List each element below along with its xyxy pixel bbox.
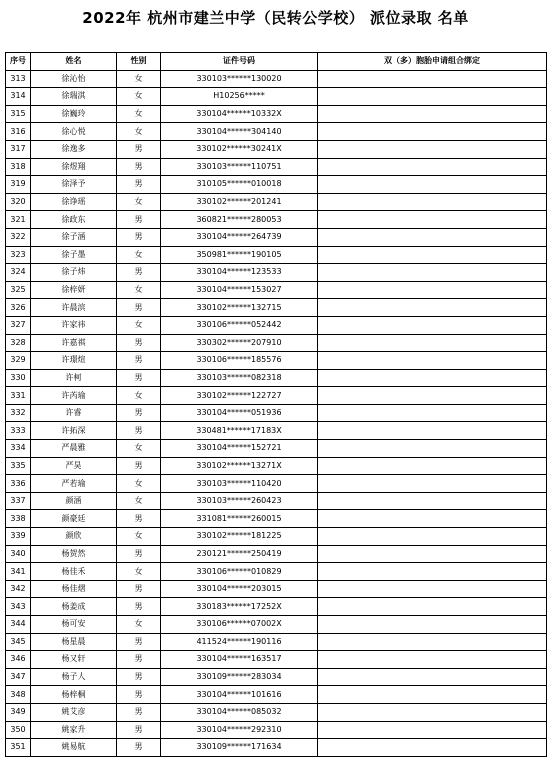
cell-gender: 女 bbox=[117, 440, 161, 458]
cell-name: 许晨滨 bbox=[31, 299, 117, 317]
cell-gender: 女 bbox=[117, 316, 161, 334]
cell-seq: 348 bbox=[6, 686, 31, 704]
cell-seq: 315 bbox=[6, 105, 31, 123]
cell-seq: 340 bbox=[6, 545, 31, 563]
cell-id-number: 330106******052442 bbox=[161, 316, 318, 334]
table-row bbox=[6, 70, 547, 88]
table-row bbox=[6, 88, 547, 106]
table-row bbox=[6, 440, 547, 458]
table-row bbox=[6, 668, 547, 686]
cell-name: 姚艾彦 bbox=[31, 703, 117, 721]
cell-name: 徐逸多 bbox=[31, 140, 117, 158]
cell-seq: 314 bbox=[6, 88, 31, 106]
cell-name: 杨姜成 bbox=[31, 598, 117, 616]
cell-twins-binding bbox=[318, 422, 547, 440]
cell-gender: 女 bbox=[117, 281, 161, 299]
cell-gender: 男 bbox=[117, 545, 161, 563]
cell-name: 严若瑜 bbox=[31, 475, 117, 493]
cell-name: 许柯 bbox=[31, 369, 117, 387]
cell-gender: 男 bbox=[117, 299, 161, 317]
cell-twins-binding bbox=[318, 228, 547, 246]
cell-id-number: 330102******181225 bbox=[161, 528, 318, 546]
table-row bbox=[6, 616, 547, 634]
table-row bbox=[6, 352, 547, 370]
table-row bbox=[6, 299, 547, 317]
cell-id-number: 330103******260423 bbox=[161, 492, 318, 510]
cell-seq: 317 bbox=[6, 140, 31, 158]
cell-gender: 女 bbox=[117, 246, 161, 264]
cell-gender: 女 bbox=[117, 492, 161, 510]
cell-twins-binding bbox=[318, 528, 547, 546]
cell-twins-binding bbox=[318, 70, 547, 88]
table-row bbox=[6, 739, 547, 757]
cell-gender: 男 bbox=[117, 176, 161, 194]
cell-name: 颜涵 bbox=[31, 492, 117, 510]
cell-id-number: 411524******190116 bbox=[161, 633, 318, 651]
cell-gender: 男 bbox=[117, 686, 161, 704]
cell-name: 杨子人 bbox=[31, 668, 117, 686]
cell-name: 杨可安 bbox=[31, 616, 117, 634]
cell-seq: 341 bbox=[6, 563, 31, 581]
cell-name: 许璟煊 bbox=[31, 352, 117, 370]
cell-gender: 男 bbox=[117, 369, 161, 387]
table-row bbox=[6, 633, 547, 651]
cell-id-number: 350981******190105 bbox=[161, 246, 318, 264]
cell-seq: 349 bbox=[6, 703, 31, 721]
cell-gender: 女 bbox=[117, 616, 161, 634]
cell-id-number: 330302******207910 bbox=[161, 334, 318, 352]
column-header-seq: 序号 bbox=[6, 53, 31, 71]
cell-id-number: 330106******07002X bbox=[161, 616, 318, 634]
table-row bbox=[6, 457, 547, 475]
cell-seq: 334 bbox=[6, 440, 31, 458]
cell-twins-binding bbox=[318, 316, 547, 334]
cell-twins-binding bbox=[318, 545, 547, 563]
table-row bbox=[6, 334, 547, 352]
cell-id-number: 330102******122727 bbox=[161, 387, 318, 405]
cell-gender: 女 bbox=[117, 70, 161, 88]
cell-seq: 316 bbox=[6, 123, 31, 141]
cell-gender: 男 bbox=[117, 668, 161, 686]
cell-twins-binding bbox=[318, 703, 547, 721]
cell-name: 颜豪廷 bbox=[31, 510, 117, 528]
table-row bbox=[6, 105, 547, 123]
table-row bbox=[6, 176, 547, 194]
cell-seq: 347 bbox=[6, 668, 31, 686]
table-row bbox=[6, 563, 547, 581]
cell-seq: 344 bbox=[6, 616, 31, 634]
cell-twins-binding bbox=[318, 246, 547, 264]
cell-id-number: 330104******101616 bbox=[161, 686, 318, 704]
table-row bbox=[6, 211, 547, 229]
cell-twins-binding bbox=[318, 281, 547, 299]
cell-gender: 男 bbox=[117, 633, 161, 651]
table-row bbox=[6, 545, 547, 563]
cell-name: 严昊 bbox=[31, 457, 117, 475]
cell-name: 姚家升 bbox=[31, 721, 117, 739]
cell-gender: 男 bbox=[117, 264, 161, 282]
table-row bbox=[6, 369, 547, 387]
cell-id-number: 330104******153027 bbox=[161, 281, 318, 299]
cell-gender: 女 bbox=[117, 88, 161, 106]
cell-seq: 331 bbox=[6, 387, 31, 405]
cell-name: 徐子炜 bbox=[31, 264, 117, 282]
cell-id-number: 330104******264739 bbox=[161, 228, 318, 246]
cell-name: 许家祎 bbox=[31, 316, 117, 334]
column-header-name: 姓名 bbox=[31, 53, 117, 71]
cell-seq: 327 bbox=[6, 316, 31, 334]
cell-seq: 337 bbox=[6, 492, 31, 510]
cell-gender: 男 bbox=[117, 352, 161, 370]
cell-twins-binding bbox=[318, 123, 547, 141]
table-row bbox=[6, 264, 547, 282]
cell-gender: 男 bbox=[117, 404, 161, 422]
cell-seq: 319 bbox=[6, 176, 31, 194]
cell-id-number: 330104******10332X bbox=[161, 105, 318, 123]
document-title: 2022年 杭州市建兰中学（民转公学校） 派位录取 名单 bbox=[82, 9, 469, 27]
cell-id-number: 330104******304140 bbox=[161, 123, 318, 141]
cell-id-number: 330103******082318 bbox=[161, 369, 318, 387]
cell-seq: 350 bbox=[6, 721, 31, 739]
cell-name: 徐瑞淇 bbox=[31, 88, 117, 106]
cell-twins-binding bbox=[318, 88, 547, 106]
cell-seq: 332 bbox=[6, 404, 31, 422]
cell-name: 姚易航 bbox=[31, 739, 117, 757]
cell-name: 许嘉祺 bbox=[31, 334, 117, 352]
cell-name: 杨贺然 bbox=[31, 545, 117, 563]
cell-gender: 男 bbox=[117, 140, 161, 158]
cell-twins-binding bbox=[318, 140, 547, 158]
cell-id-number: 330102******13271X bbox=[161, 457, 318, 475]
cell-name: 杨佳禾 bbox=[31, 563, 117, 581]
cell-seq: 346 bbox=[6, 651, 31, 669]
table-row bbox=[6, 686, 547, 704]
table-row bbox=[6, 281, 547, 299]
cell-seq: 330 bbox=[6, 369, 31, 387]
cell-id-number: 330102******30241X bbox=[161, 140, 318, 158]
cell-seq: 343 bbox=[6, 598, 31, 616]
cell-id-number: 330106******185576 bbox=[161, 352, 318, 370]
cell-seq: 342 bbox=[6, 580, 31, 598]
cell-gender: 男 bbox=[117, 158, 161, 176]
table-row bbox=[6, 492, 547, 510]
table-header-row bbox=[6, 53, 547, 71]
table-row bbox=[6, 510, 547, 528]
table-row bbox=[6, 721, 547, 739]
table-row bbox=[6, 703, 547, 721]
cell-id-number: 330104******203015 bbox=[161, 580, 318, 598]
cell-id-number: 330103******110420 bbox=[161, 475, 318, 493]
table-row bbox=[6, 404, 547, 422]
cell-seq: 313 bbox=[6, 70, 31, 88]
table-row bbox=[6, 475, 547, 493]
column-header-twins-binding: 双（多）胞胎申请组合绑定 bbox=[318, 53, 547, 71]
cell-twins-binding bbox=[318, 510, 547, 528]
cell-id-number: 330103******130020 bbox=[161, 70, 318, 88]
cell-name: 徐煜翔 bbox=[31, 158, 117, 176]
cell-id-number: 331081******260015 bbox=[161, 510, 318, 528]
cell-gender: 男 bbox=[117, 211, 161, 229]
table-row bbox=[6, 140, 547, 158]
cell-gender: 男 bbox=[117, 510, 161, 528]
cell-seq: 329 bbox=[6, 352, 31, 370]
cell-gender: 女 bbox=[117, 475, 161, 493]
cell-id-number: 360821******280053 bbox=[161, 211, 318, 229]
column-header-id-number: 证件号码 bbox=[161, 53, 318, 71]
cell-twins-binding bbox=[318, 563, 547, 581]
cell-name: 徐梓妍 bbox=[31, 281, 117, 299]
table-row bbox=[6, 228, 547, 246]
cell-id-number: 330103******110751 bbox=[161, 158, 318, 176]
cell-gender: 女 bbox=[117, 105, 161, 123]
table-row bbox=[6, 387, 547, 405]
cell-seq: 325 bbox=[6, 281, 31, 299]
cell-name: 徐政东 bbox=[31, 211, 117, 229]
cell-gender: 男 bbox=[117, 334, 161, 352]
cell-twins-binding bbox=[318, 158, 547, 176]
cell-seq: 322 bbox=[6, 228, 31, 246]
column-header-gender: 性别 bbox=[117, 53, 161, 71]
cell-seq: 326 bbox=[6, 299, 31, 317]
cell-twins-binding bbox=[318, 721, 547, 739]
cell-id-number: 330109******283034 bbox=[161, 668, 318, 686]
cell-name: 杨星晨 bbox=[31, 633, 117, 651]
cell-name: 颜欣 bbox=[31, 528, 117, 546]
cell-name: 徐泽予 bbox=[31, 176, 117, 194]
cell-twins-binding bbox=[318, 211, 547, 229]
cell-gender: 男 bbox=[117, 580, 161, 598]
cell-gender: 男 bbox=[117, 598, 161, 616]
table-row bbox=[6, 528, 547, 546]
cell-id-number: 330102******201241 bbox=[161, 193, 318, 211]
cell-seq: 318 bbox=[6, 158, 31, 176]
cell-name: 杨佳熠 bbox=[31, 580, 117, 598]
cell-twins-binding bbox=[318, 352, 547, 370]
table-row bbox=[6, 316, 547, 334]
cell-id-number: 330104******085032 bbox=[161, 703, 318, 721]
table-row bbox=[6, 123, 547, 141]
cell-seq: 339 bbox=[6, 528, 31, 546]
cell-seq: 321 bbox=[6, 211, 31, 229]
cell-gender: 男 bbox=[117, 721, 161, 739]
cell-seq: 335 bbox=[6, 457, 31, 475]
cell-twins-binding bbox=[318, 404, 547, 422]
cell-name: 徐巍玲 bbox=[31, 105, 117, 123]
cell-name: 许芮瑜 bbox=[31, 387, 117, 405]
cell-seq: 351 bbox=[6, 739, 31, 757]
cell-id-number: 330102******132715 bbox=[161, 299, 318, 317]
table-body bbox=[6, 70, 547, 756]
table-row bbox=[6, 158, 547, 176]
cell-twins-binding bbox=[318, 105, 547, 123]
cell-id-number: 330481******17183X bbox=[161, 422, 318, 440]
table-row bbox=[6, 422, 547, 440]
cell-gender: 女 bbox=[117, 563, 161, 581]
cell-id-number: 330104******292310 bbox=[161, 721, 318, 739]
cell-seq: 323 bbox=[6, 246, 31, 264]
cell-twins-binding bbox=[318, 739, 547, 757]
cell-id-number: H10256***** bbox=[161, 88, 318, 106]
table-row bbox=[6, 651, 547, 669]
cell-name: 徐心悦 bbox=[31, 123, 117, 141]
cell-twins-binding bbox=[318, 176, 547, 194]
cell-gender: 男 bbox=[117, 457, 161, 475]
cell-twins-binding bbox=[318, 616, 547, 634]
table-row bbox=[6, 598, 547, 616]
cell-gender: 男 bbox=[117, 422, 161, 440]
cell-id-number: 330104******051936 bbox=[161, 404, 318, 422]
cell-twins-binding bbox=[318, 264, 547, 282]
cell-gender: 男 bbox=[117, 651, 161, 669]
cell-name: 严晨雅 bbox=[31, 440, 117, 458]
admission-roster-table bbox=[5, 52, 547, 757]
cell-name: 徐沁怡 bbox=[31, 70, 117, 88]
cell-twins-binding bbox=[318, 387, 547, 405]
cell-name: 徐诤瑶 bbox=[31, 193, 117, 211]
cell-seq: 320 bbox=[6, 193, 31, 211]
cell-id-number: 310105******010018 bbox=[161, 176, 318, 194]
cell-id-number: 230121******250419 bbox=[161, 545, 318, 563]
cell-twins-binding bbox=[318, 440, 547, 458]
cell-name: 徐子墨 bbox=[31, 246, 117, 264]
cell-twins-binding bbox=[318, 369, 547, 387]
cell-seq: 336 bbox=[6, 475, 31, 493]
cell-twins-binding bbox=[318, 334, 547, 352]
cell-seq: 345 bbox=[6, 633, 31, 651]
cell-twins-binding bbox=[318, 633, 547, 651]
cell-name: 许拓深 bbox=[31, 422, 117, 440]
cell-twins-binding bbox=[318, 492, 547, 510]
cell-name: 杨又轩 bbox=[31, 651, 117, 669]
cell-gender: 女 bbox=[117, 193, 161, 211]
cell-name: 杨梓桐 bbox=[31, 686, 117, 704]
cell-id-number: 330104******163517 bbox=[161, 651, 318, 669]
cell-gender: 男 bbox=[117, 228, 161, 246]
cell-gender: 女 bbox=[117, 387, 161, 405]
cell-id-number: 330104******152721 bbox=[161, 440, 318, 458]
cell-twins-binding bbox=[318, 457, 547, 475]
cell-seq: 333 bbox=[6, 422, 31, 440]
cell-id-number: 330106******010829 bbox=[161, 563, 318, 581]
cell-gender: 男 bbox=[117, 703, 161, 721]
table-row bbox=[6, 246, 547, 264]
cell-twins-binding bbox=[318, 475, 547, 493]
cell-id-number: 330109******171634 bbox=[161, 739, 318, 757]
cell-twins-binding bbox=[318, 651, 547, 669]
cell-twins-binding bbox=[318, 598, 547, 616]
cell-gender: 女 bbox=[117, 123, 161, 141]
cell-seq: 328 bbox=[6, 334, 31, 352]
cell-twins-binding bbox=[318, 580, 547, 598]
cell-twins-binding bbox=[318, 668, 547, 686]
cell-id-number: 330183******17252X bbox=[161, 598, 318, 616]
cell-seq: 338 bbox=[6, 510, 31, 528]
cell-id-number: 330104******123533 bbox=[161, 264, 318, 282]
cell-name: 许睿 bbox=[31, 404, 117, 422]
cell-gender: 男 bbox=[117, 739, 161, 757]
cell-twins-binding bbox=[318, 299, 547, 317]
cell-gender: 女 bbox=[117, 528, 161, 546]
cell-name: 徐子涵 bbox=[31, 228, 117, 246]
table-row bbox=[6, 193, 547, 211]
table-row bbox=[6, 580, 547, 598]
cell-seq: 324 bbox=[6, 264, 31, 282]
cell-twins-binding bbox=[318, 686, 547, 704]
cell-twins-binding bbox=[318, 193, 547, 211]
